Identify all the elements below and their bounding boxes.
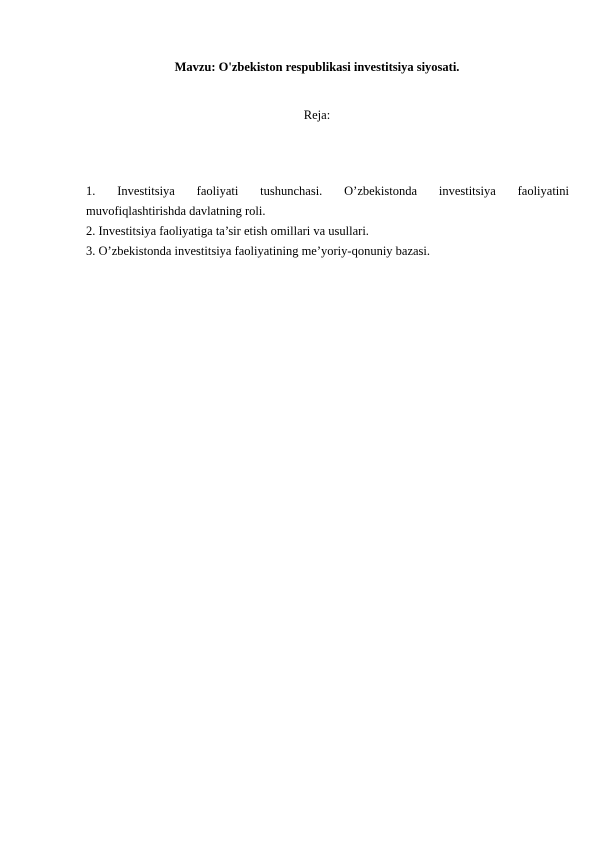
plan-item-1-line-1: 1. Investitsiya faoliyati tushunchasi. O’zbekistonda investitsiya faoliyatini	[86, 184, 569, 198]
plan-item-1-line-2: muvofiqlashtirishda davlatning roli.	[86, 204, 266, 218]
plan-item-3: 3. O’zbekistonda investitsiya faoliyatining me’yoriy-qonuniy bazasi.	[86, 244, 431, 258]
plan-item-1	[86, 181, 569, 221]
document-title: Mavzu: O'zbekiston respublikasi investitsiya siyosati.	[174, 60, 460, 74]
plan-list	[86, 181, 569, 261]
plan-item-2: 2. Investitsiya faoliyatiga ta’sir etish omillari va usullari.	[86, 224, 369, 238]
plan-heading: Reja:	[303, 108, 331, 122]
